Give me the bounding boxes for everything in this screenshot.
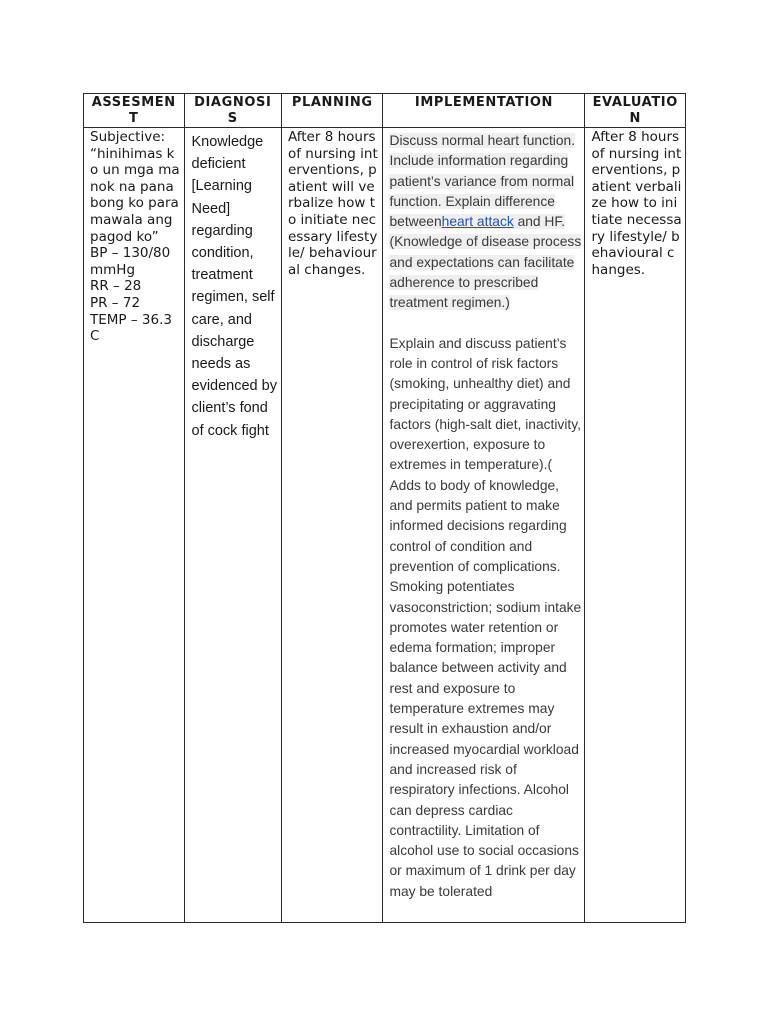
heart-attack-link[interactable]: heart attack (441, 214, 514, 230)
vital-temp: TEMP – 36.3C (90, 311, 172, 345)
implementation-paragraph-2: Explain and discuss patient’s role in control of risk factors (smoking, unhealthy diet) and precipitating or aggravating factors (high-salt diet, inactivity, overexertion, exposure to extremes in temperature).( Adds to body of knowledge, and permits patient to make informed decisions regarding control of condition and prevention of complications. Smoking potentiates vasoconstriction; sodium intake promotes water retention or edema formation; improper balance between activity and rest and exposure to temperature extremes may result in exhaustion and/or increased myocardial workload and increased risk of respiratory infections. Alcohol can depress cardiac contractility. Limitation of alcohol use to social occasions or maximum of 1 drink per day may be tolerated (389, 335, 582, 899)
header-implementation: IMPLEMENTATION (383, 94, 585, 128)
implementation-paragraph-1: Discuss normal heart function. Include information regarding patient’s variance from normal function. Explain difference betweenheart attack and HF. (Knowledge of disease process and expectations can facilitate adherence to prescribed treatment regimen.) (389, 133, 582, 311)
header-evaluation: EVALUATIO N (585, 94, 686, 128)
header-diagnosis: DIAGNOSI S (184, 94, 281, 128)
vital-bp: BP – 130/80mmHg (90, 245, 171, 278)
subjective-label: Subjective: (90, 129, 166, 145)
implementation-cell (383, 128, 585, 923)
diagnosis-cell: Knowledge deficient [Learning Need] regarding condition, treatment regimen, self care, and discharge needs as evidenced by client’s fond of cock fight (184, 128, 281, 923)
evaluation-cell: After 8 hours of nursing interventions, patient verbalize how to initiate necessary lifestyle/ behavioural changes. (585, 128, 686, 923)
nursing-care-plan-table (83, 93, 686, 923)
vital-pr: PR – 72 (90, 294, 141, 311)
content-row (84, 128, 686, 923)
header-assessment: ASSESMEN T (84, 94, 185, 128)
planning-cell: After 8 hours of nursing interventions, patient will verbalize how to initiate necessary lifestyle/ behavioural changes. (281, 128, 383, 923)
header-row (84, 94, 686, 128)
assessment-cell (84, 128, 185, 923)
header-planning: PLANNING (281, 94, 383, 128)
subjective-quote: “hinihimas ko un mga manok na panabong ko para mawala ang pagod ko” (90, 145, 180, 245)
vital-rr: RR – 28 (90, 278, 142, 295)
